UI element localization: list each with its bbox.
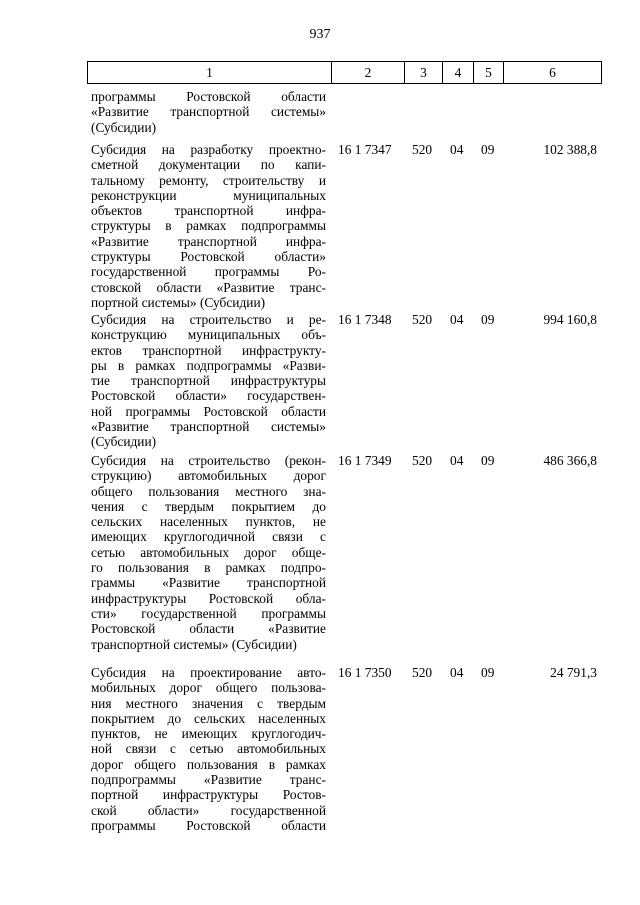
header-col-1: 1 [88,62,332,83]
section-code: 04 [450,312,464,327]
description-line: портной инфраструктуры Ростов- [91,787,326,803]
description-line: подпрограммы «Развитие транс- [91,772,326,788]
description-line: реконструкции муниципальных [91,187,326,203]
row-description [91,89,326,135]
description-line: Субсидия на строительство (рекон- [91,453,326,468]
expense-type-code: 520 [412,142,433,157]
description-line: программы Ростовской области [91,89,326,104]
expense-type-code: 520 [412,453,433,468]
subsection-code: 09 [481,665,495,680]
row-description [91,142,326,310]
header-col-6: 6 [549,65,556,80]
description-line: ской области» государственной [91,802,326,818]
description-line: конструкцию муниципальных объ- [91,327,326,343]
amount-value: 486 366,8 [543,453,597,468]
subsection-code: 09 [481,312,495,327]
description-line: покрытием до сельских населенных [91,710,326,726]
description-line: государственной программы Ро- [91,264,326,280]
description-line: «Развитие транспортной системы» [91,104,326,120]
description-line: мобильных дорог общего пользова- [91,680,326,696]
description-line: ры в рамках подпрограммы «Разви- [91,357,326,373]
amount-value: 102 388,8 [543,142,597,157]
subsection-code: 09 [481,142,495,157]
amount-value: 994 160,8 [543,312,597,327]
description-line: транспортной системы» (Субсидии) [91,636,297,652]
description-line: Ростовской области «Развитие [91,621,326,637]
description-line: объектов транспортной инфра- [91,203,326,219]
description-line: имеющих круглогодичной связи с [91,529,326,545]
description-line: сельских населенных пунктов, не [91,514,326,530]
description-line: сетью автомобильных дорог обще- [91,544,326,560]
amount-value: 24 791,3 [550,665,597,680]
header-col-2: 2 [332,62,405,83]
target-article-code: 16 1 7348 [338,312,392,327]
description-line: Субсидия на строительство и ре- [91,312,326,327]
description-line: общего пользования местного зна- [91,483,326,499]
description-line: сти» государственной программы [91,605,326,621]
description-line: Субсидия на разработку проектно- [91,142,326,157]
description-line: тальному ремонту, строительству и [91,172,326,188]
target-article-code: 16 1 7350 [338,665,392,680]
description-line: чения с твердым покрытием до [91,498,326,514]
row-description [91,453,326,652]
description-line: структуры в рамках подпрограммы [91,218,326,234]
description-line: сметной документации по капи- [91,157,326,173]
header-col-3: 3 [405,62,443,83]
header-col-4: 4 [443,62,474,83]
target-article-code: 16 1 7349 [338,453,392,468]
description-line: (Субсидии) [91,434,157,450]
description-line: струкцию) автомобильных дорог [91,468,326,484]
description-line: (Субсидии) [91,119,157,135]
expense-type-code: 520 [412,665,433,680]
section-code: 04 [450,142,464,157]
description-line: инфраструктуры Ростовской обла- [91,590,326,606]
description-line: го пользования в рамках подпро- [91,560,326,576]
description-line: стовской области «Развитие транс- [91,279,326,295]
header-col-5: 5 [474,62,504,83]
description-line: программы Ростовской области [91,817,326,833]
description-line: ектов транспортной инфраструкту- [91,342,326,358]
description-line: структуры Ростовской области» [91,249,326,265]
description-line: портной системы» (Субсидии) [91,294,266,310]
subsection-code: 09 [481,453,495,468]
description-line: дорог общего пользования в рамках [91,756,326,772]
description-line: ния местного значения с твердым [91,695,326,711]
description-line: ной связи с сетью автомобильных [91,741,326,757]
description-line: ной программы Ростовской области [91,403,326,419]
row-description [91,665,326,833]
section-code: 04 [450,665,464,680]
expense-type-code: 520 [412,312,433,327]
table-header-row [87,61,602,84]
description-line: Ростовской области» государствен- [91,388,326,404]
description-line: «Развитие транспортной системы» [91,419,326,435]
description-line: Субсидия на проектирование авто- [91,665,326,680]
description-line: «Развитие транспортной инфра- [91,233,326,249]
description-line: тие транспортной инфраструктуры [91,373,326,389]
target-article-code: 16 1 7347 [338,142,392,157]
page-number: 937 [309,27,331,42]
row-description [91,312,326,450]
description-line: граммы «Развитие транспортной [91,575,326,591]
section-code: 04 [450,453,464,468]
description-line: пунктов, не имеющих круглогодич- [91,726,326,742]
